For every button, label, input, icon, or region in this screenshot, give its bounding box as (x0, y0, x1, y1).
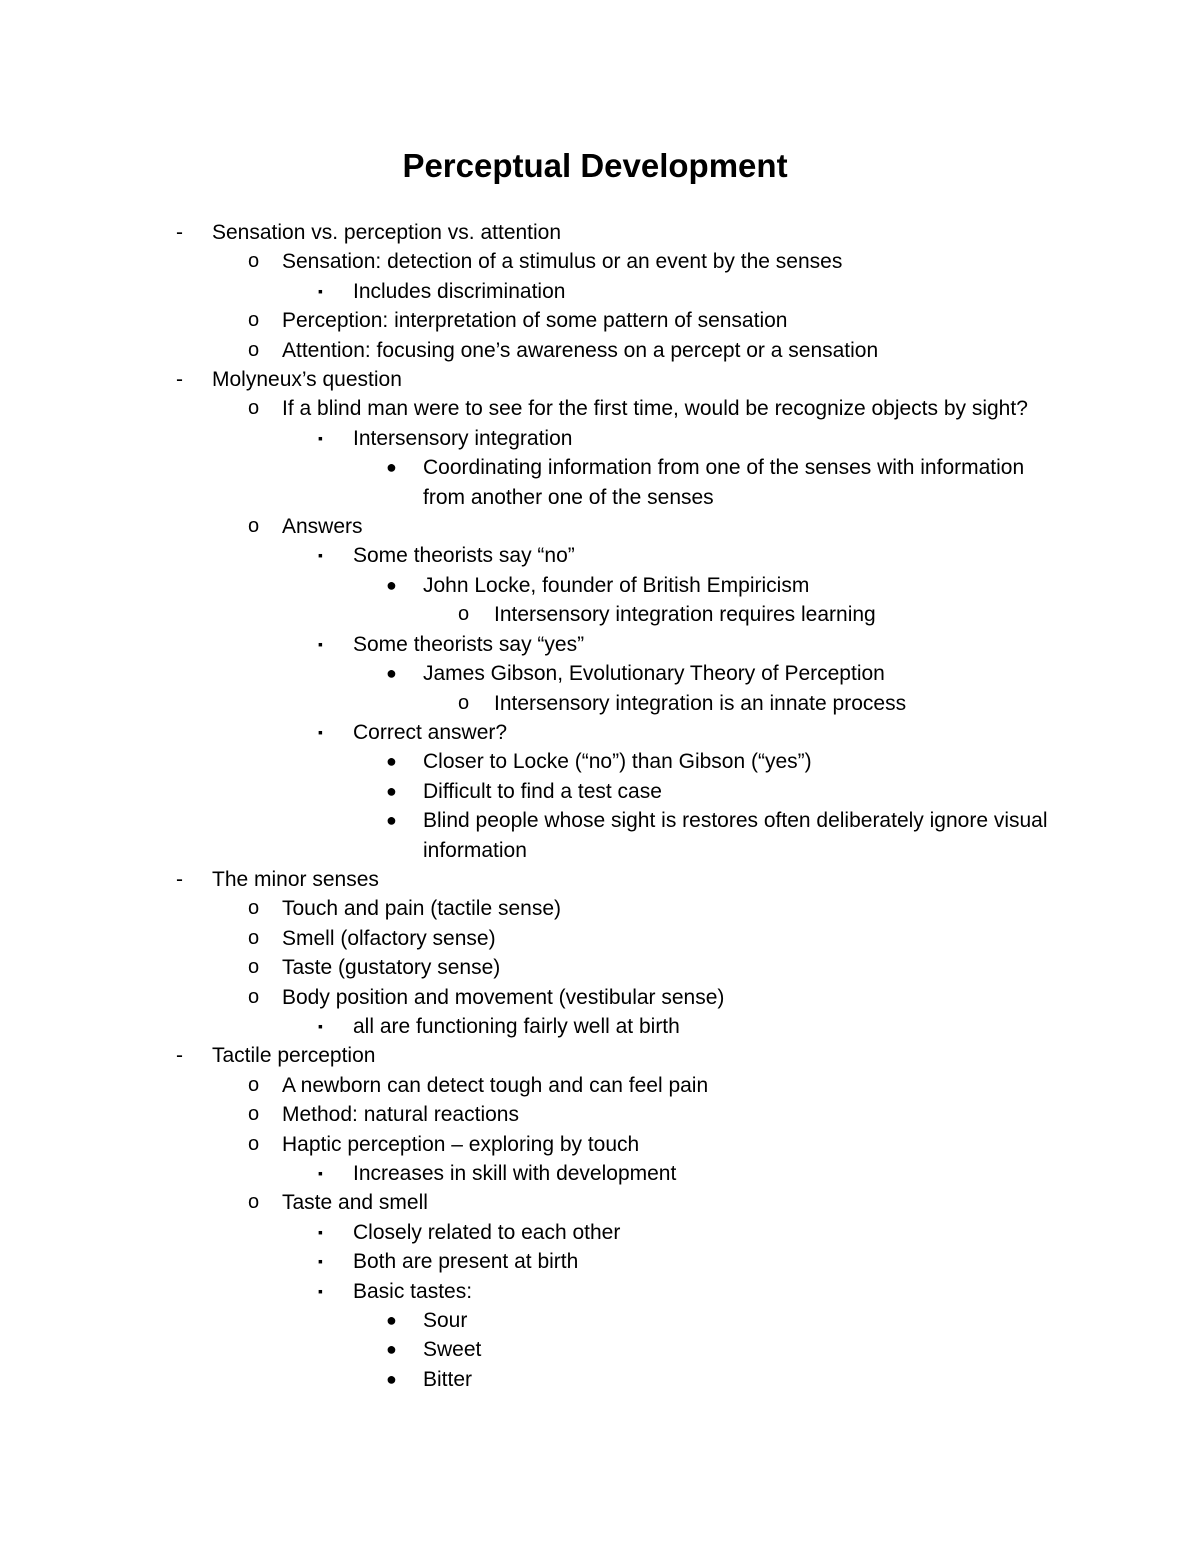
circle-bullet-icon: o (248, 1073, 260, 1096)
outline-item (0, 953, 1092, 982)
outline-item (0, 865, 1092, 894)
outline-item (0, 1041, 1092, 1070)
outline-item (0, 571, 1063, 600)
circle-bullet-icon: o (248, 926, 260, 949)
outline-item-text: Increases in skill with development (353, 1162, 677, 1185)
outline-item-text: Answers (282, 515, 363, 539)
circle-bullet-icon: o (248, 897, 260, 920)
outline-item-text: Basic tastes: (353, 1279, 473, 1303)
outline-item (0, 218, 1092, 247)
outline-item (0, 453, 1063, 512)
outline-item-text: Taste and smell (282, 1191, 428, 1215)
outline-item-text: Sweet (423, 1338, 482, 1362)
circle-bullet-icon: o (458, 603, 470, 626)
outline-item-text: Sensation vs. perception vs. attention (212, 221, 562, 244)
outline-item (0, 659, 1063, 688)
outline-item (0, 777, 1063, 806)
outline-item-text: Coordinating information from one of the senses with information from another one of the senses (423, 456, 1025, 509)
outline-item (0, 1188, 1092, 1217)
outline-item (0, 1306, 1063, 1335)
circle-bullet-icon: o (248, 515, 260, 538)
outline-item-text: Blind people whose sight is restores often deliberately ignore visual information (423, 809, 1048, 862)
outline-item-text: Closely related to each other (353, 1220, 621, 1244)
outline-item (0, 806, 1063, 865)
bullet-bullet-icon: ● (386, 1310, 397, 1331)
square-bullet-icon: ▪ (318, 547, 323, 564)
outline-item-text: James Gibson, Evolutionary Theory of Perception (423, 662, 885, 686)
outline-item-text: Difficult to find a test case (423, 779, 662, 803)
square-bullet-icon: ▪ (318, 1165, 323, 1181)
bullet-bullet-icon: ● (386, 1368, 397, 1389)
dash-bullet-icon: - (176, 221, 183, 244)
bullet-bullet-icon: ● (386, 457, 397, 478)
outline-item (0, 718, 1093, 747)
outline-item (0, 1012, 1093, 1041)
outline-item-text: Taste (gustatory sense) (282, 956, 501, 980)
square-bullet-icon: ▪ (318, 282, 323, 299)
circle-bullet-icon: o (248, 1191, 260, 1214)
outline-item-text: If a blind man were to see for the first time, would be recognize objects by sight? (282, 397, 1028, 421)
circle-bullet-icon: o (248, 985, 260, 1008)
outline-item-text: all are functioning fairly well at birth (353, 1014, 680, 1038)
outline-item-text: The minor senses (212, 867, 379, 891)
outline-item (0, 689, 1094, 718)
bullet-bullet-icon: ● (386, 574, 397, 595)
outline-item-text: Intersensory integration (353, 426, 573, 450)
outline-item-text: Smell (olfactory sense) (282, 926, 496, 950)
outline-item-text: Some theorists say “yes” (353, 632, 585, 656)
outline-item (0, 1218, 1093, 1247)
outline-item (0, 600, 1094, 629)
outline-item-text: Perception: interpretation of some pattern of sensation (282, 309, 788, 333)
page-title: Perceptual Development (402, 147, 788, 184)
outline-item-text: Sour (423, 1309, 468, 1333)
outline-item-text: John Locke, founder of British Empiricism (423, 573, 810, 597)
outline-item (0, 365, 1092, 394)
outline-item (0, 1071, 1092, 1100)
outline-item-text: Body position and movement (vestibular sense) (282, 985, 725, 1009)
outline-item (0, 1335, 1063, 1364)
outline-item-text: Method: natural reactions (282, 1103, 519, 1127)
outline-item (0, 1100, 1092, 1129)
outline-item (0, 1365, 1063, 1394)
outline-item (0, 277, 1093, 306)
bullet-bullet-icon: ● (386, 810, 397, 831)
square-bullet-icon: ▪ (318, 429, 323, 446)
dash-bullet-icon: - (176, 1044, 183, 1068)
outline-item (0, 894, 1092, 923)
circle-bullet-icon: o (248, 1132, 260, 1155)
outline-item-text: Correct answer? (353, 720, 508, 744)
outline-item-text: Both are present at birth (353, 1250, 579, 1274)
square-bullet-icon: ▪ (318, 1223, 323, 1240)
square-bullet-icon: ▪ (318, 1253, 323, 1270)
bullet-bullet-icon: ● (386, 751, 397, 772)
outline-item-text: Intersensory integration requires learning (494, 603, 876, 627)
square-bullet-icon: ▪ (318, 1282, 323, 1299)
circle-bullet-icon: o (248, 309, 260, 332)
outline-item (0, 924, 1092, 953)
outline-item (0, 336, 1092, 365)
outline-item (0, 306, 1092, 335)
outline-item-text: A newborn can detect tough and can feel pain (282, 1073, 709, 1097)
outline-item (0, 1247, 1093, 1276)
outline-item-text: Touch and pain (tactile sense) (282, 897, 561, 921)
outline-item-text: Bitter (423, 1367, 473, 1391)
outline-item (0, 512, 1092, 541)
square-bullet-icon: ▪ (318, 1017, 323, 1034)
outline-item (0, 747, 1063, 776)
outline-item-text: Tactile perception (212, 1044, 376, 1068)
outline-item (0, 541, 1093, 570)
bullet-bullet-icon: ● (386, 663, 397, 684)
outline-item (0, 394, 1092, 423)
outline-item-text: Intersensory integration is an innate process (494, 691, 907, 715)
circle-bullet-icon: o (248, 1103, 260, 1126)
circle-bullet-icon: o (248, 250, 260, 273)
square-bullet-icon: ▪ (318, 723, 323, 740)
outline-item-text: Haptic perception – exploring by touch (282, 1132, 640, 1156)
outline-item-text: Includes discrimination (353, 279, 566, 303)
bullet-bullet-icon: ● (386, 780, 397, 801)
outline-item-text: Closer to Locke (“no”) than Gibson (“yes”) (423, 750, 812, 774)
circle-bullet-icon: o (248, 338, 260, 361)
circle-bullet-icon: o (248, 956, 260, 979)
outline-item-text: Sensation: detection of a stimulus or an event by the senses (282, 250, 843, 274)
square-bullet-icon: ▪ (318, 635, 323, 652)
outline-item (0, 424, 1093, 453)
outline-item (0, 983, 1092, 1012)
outline-item (0, 1159, 1093, 1188)
outline-item-text: Attention: focusing one’s awareness on a percept or a sensation (282, 338, 879, 362)
bullet-bullet-icon: ● (386, 1339, 397, 1360)
circle-bullet-icon: o (248, 397, 260, 420)
outline-item-text: Molyneux’s question (212, 368, 402, 392)
dash-bullet-icon: - (176, 867, 183, 891)
outline-item (0, 1277, 1093, 1306)
outline-item-text: Some theorists say “no” (353, 544, 575, 568)
outline-item (0, 630, 1093, 659)
outline-list (0, 218, 1200, 1394)
circle-bullet-icon: o (458, 691, 470, 714)
dash-bullet-icon: - (176, 368, 183, 392)
outline-item (0, 247, 1092, 276)
outline-item (0, 1130, 1092, 1159)
